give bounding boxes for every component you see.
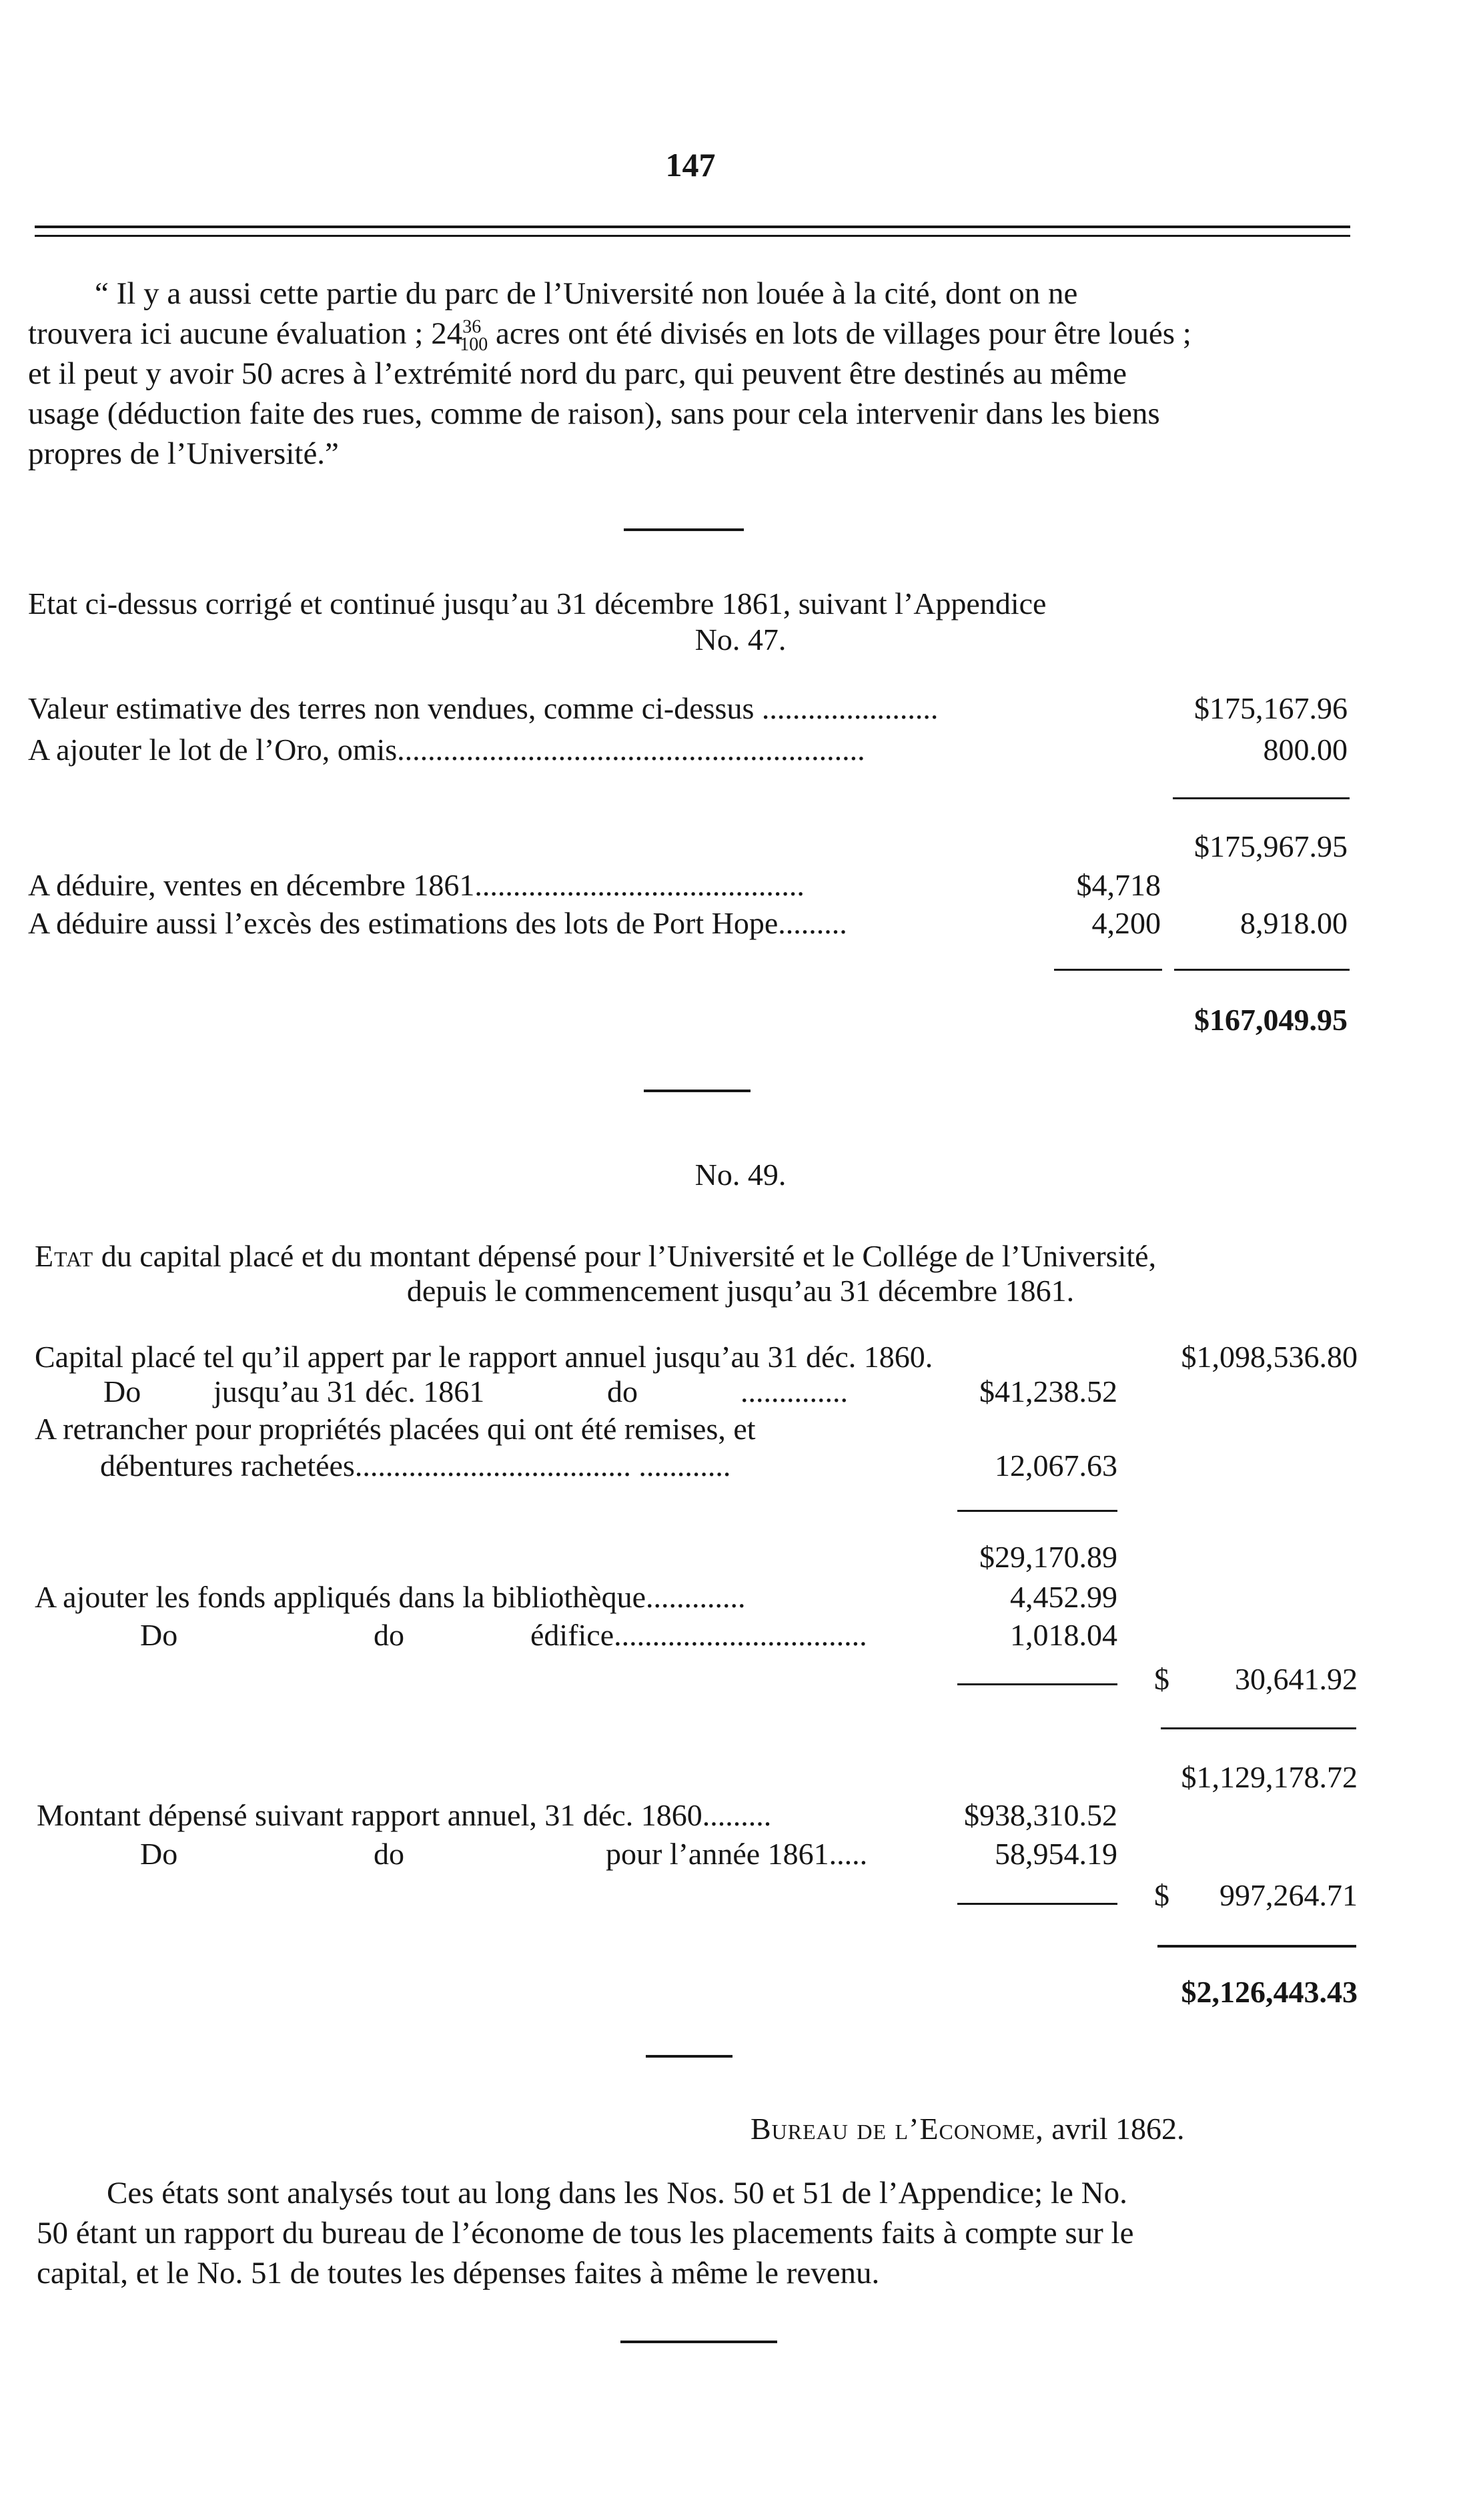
statement2-row7-value: 1,018.04 [1010,1618,1117,1652]
fraction [460,316,488,356]
statement1-row3-label: A déduire, ventes en décembre 1861........................................... [28,868,805,902]
closing-line-1: Ces états sont analysés tout au long dans les Nos. 50 et 51 de l’Appendice; le No. [107,2176,1127,2210]
statement2-row11-value: 58,954.19 [995,1837,1117,1871]
fraction-numerator: 36 [462,316,482,338]
statement2-row6-label: A ajouter les fonds appliqués dans la bibliothèque............. [35,1580,746,1614]
statement2-row6-value: 4,452.99 [1010,1580,1117,1614]
statement1-row4-value: 4,200 [1091,906,1161,940]
statement1-row2-label: A ajouter le lot de l’Oro, omis............................................................. [28,733,865,767]
statement2-heading-line2: depuis le commencement jusqu’au 31 décembre 1861. [406,1274,1075,1308]
signature-line [751,2110,1185,2148]
statement2-row7-label: édifice................................. [530,1618,867,1652]
statement2-row11-do: Do [140,1837,178,1871]
quote-line-4: usage (déduction faite des rues, comme de raison), sans pour cela intervenir dans les biens [28,396,1160,431]
signature-date: avril 1862. [1043,2112,1185,2146]
statement2-row11-dollar: $ [1154,1878,1169,1912]
statement1-row4-total: 8,918.00 [1240,906,1348,940]
statement2-rule-1 [957,1510,1117,1512]
quote-paragraph [28,274,1356,474]
statement2-row2-mid: jusqu’au 31 déc. 1861 [213,1374,485,1408]
signature-office: Bureau de l’Econome, [751,2112,1044,2146]
statement2-heading-line1 [35,1237,1362,1276]
statement2-row1-label: Capital placé tel qu’il appert par le rapport annuel jusqu’au 31 déc. 1860. [35,1340,933,1374]
header-rule-bottom [35,235,1350,237]
statement2-heading-smallcaps: Etat [35,1239,94,1273]
quote-line-2-end: acres ont été divisés en lots de villages pour être loués ; [488,316,1191,351]
quote-line-3: et il peut y avoir 50 acres à l’extrémité nord du parc, qui peuvent être destinés au même [28,356,1127,391]
statement1-rule-2a [1054,969,1162,971]
statement1-rule-1 [1173,797,1350,799]
separator-rule [624,528,744,531]
fraction-denominator: 100 [460,334,488,356]
page-number: 147 [665,146,716,183]
statement1-row1-label: Valeur estimative des terres non vendues, comme ci-dessus ....................... [28,691,939,725]
quote-line-1: “ Il y a aussi cette partie du parc de l’Université non louée à la cité, dont on ne [95,276,1078,311]
statement1-row2-value: 800.00 [1263,733,1348,767]
statement2-rule-3 [1161,1727,1356,1729]
statement2-rule-2 [957,1683,1117,1685]
statement2-row8-value: 30,641.92 [1235,1662,1358,1696]
statement1-heading-line1: Etat ci-dessus corrigé et continué jusqu’au 31 décembre 1861, suivant l’Appendice [28,586,1047,620]
statement2-rule-5 [1157,1945,1356,1948]
statement2-row4-label: débentures rachetées.................................... ............ [100,1448,731,1483]
statement2-row7-do2: do [374,1618,404,1652]
statement2-row2-do: Do [103,1374,141,1408]
statement2-row10-label: Montant dépensé suivant rapport annuel, 31 déc. 1860......... [37,1798,772,1832]
separator-rule-2 [644,1090,751,1092]
statement2-row7-do: Do [140,1618,178,1652]
header-rule-top [35,226,1350,228]
quote-line-2-start: trouvera ici aucune évaluation ; 24 [28,316,463,351]
statement1-total: $167,049.95 [1194,1003,1348,1037]
statement2-row8-dollar: $ [1154,1662,1169,1696]
statement2-heading-rest: du capital placé et du montant dépensé pour l’Université et le Collége de l’Université, [93,1239,1157,1273]
statement2-row2-dots: .............. [740,1374,848,1408]
separator-rule-3 [646,2055,732,2058]
statement2-row2-value: $41,238.52 [979,1374,1117,1408]
section-number: No. 49. [694,1158,787,1192]
closing-paragraph [37,2173,1361,2293]
statement1-subtotal: $175,967.95 [1194,829,1348,863]
statement2-grand-total: $2,126,443.43 [1181,1975,1358,2009]
statement2-row11-label: pour l’année 1861..... [606,1837,868,1871]
statement2-row9-value: $1,129,178.72 [1181,1760,1358,1794]
quote-line-5: propres de l’Université.” [28,436,339,471]
statement1-row4-label: A déduire aussi l’excès des estimations des lots de Port Hope......... [28,906,847,940]
statement2-row4-value: 12,067.63 [995,1448,1117,1483]
statement1-rule-2b [1174,969,1350,971]
statement2-row11-do2: do [374,1837,404,1871]
statement2-row3-label: A retrancher pour propriétés placées qui ont été remises, et [35,1412,756,1446]
statement1-heading-line2: No. 47. [694,622,787,657]
quote-line-2 [28,314,1356,354]
statement2-row10-value: $938,310.52 [964,1798,1117,1832]
closing-line-2: 50 étant un rapport du bureau de l’économe de tous les placements faits à compte sur le [37,2216,1134,2250]
statement1-row1-value: $175,167.96 [1194,691,1348,725]
statement2-row1-value: $1,098,536.80 [1181,1340,1358,1374]
statement2-row2-do2: do [607,1374,638,1408]
statement1-row3-value: $4,718 [1076,868,1161,902]
statement2-row5-value: $29,170.89 [979,1540,1117,1574]
end-rule [620,2341,777,2343]
statement2-rule-4 [957,1903,1117,1905]
statement2-row11-total: 997,264.71 [1219,1878,1358,1912]
closing-line-3: capital, et le No. 51 de toutes les dépenses faites à même le revenu. [37,2256,880,2290]
